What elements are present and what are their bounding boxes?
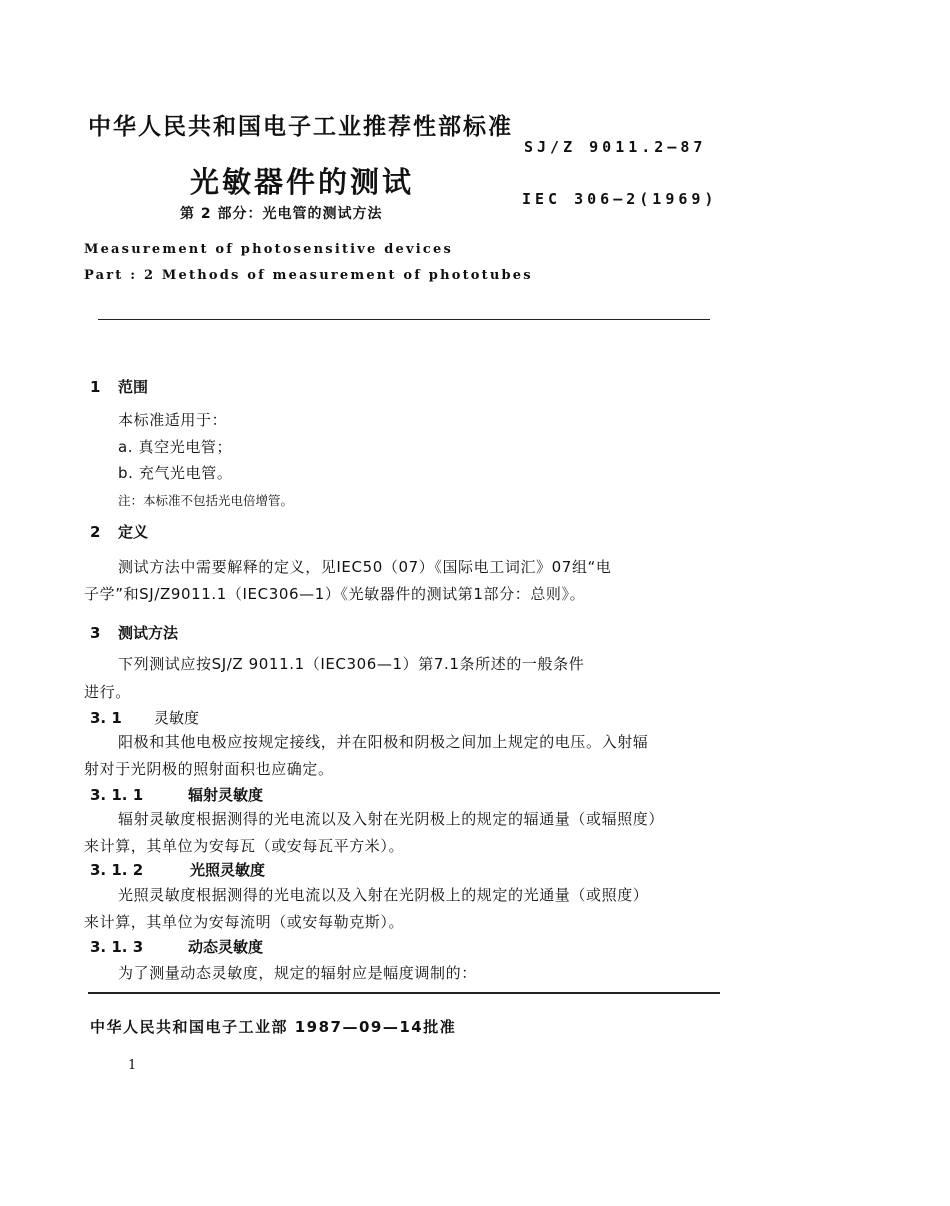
section-2-heading (90, 521, 148, 542)
luminous-sensitivity-line-1: 光照灵敏度根据测得的光电流以及入射在光阴极上的规定的光通量（或照度） (118, 886, 649, 904)
section-number: 3. 1 (90, 709, 122, 727)
section-3-1-heading (90, 707, 199, 728)
section-title: 定义 (118, 523, 149, 541)
section-title: 测试方法 (118, 624, 179, 642)
section-number: 3. 1. 2 (90, 861, 144, 879)
main-title: 光敏器件的测试 (190, 165, 415, 199)
definitions-line-2: 子学”和SJ/Z9011.1（IEC306—1）《光敏器件的测试第1部分：总则》。 (84, 585, 586, 603)
radiant-sensitivity-line-2: 来计算，其单位为安每瓦（或安每瓦平方米）。 (84, 837, 405, 855)
section-3-1-1-heading (90, 784, 263, 805)
approval-line: 中华人民共和国电子工业部 1987—09—14批准 (90, 1018, 457, 1036)
english-title: Measurement of photosensitive devices (84, 242, 454, 257)
header-divider (98, 319, 710, 320)
dynamic-sensitivity-line-1: 为了测量动态灵敏度，规定的辐射应是幅度调制的： (118, 964, 477, 982)
page-number: 1 (128, 1058, 137, 1073)
section-number: 1 (90, 378, 101, 396)
luminous-sensitivity-line-2: 来计算，其单位为安每流明（或安每勒克斯）。 (84, 913, 405, 931)
scope-note: 注：本标准不包括光电倍增管。 (118, 493, 294, 508)
section-title: 灵敏度 (154, 709, 200, 727)
section-1-heading (90, 376, 148, 397)
standard-code: SJ/Z 9011.2—87 (524, 138, 707, 156)
scope-item-b: b. 充气光电管。 (118, 464, 233, 482)
footer-divider (88, 992, 720, 994)
section-number: 2 (90, 523, 101, 541)
sensitivity-line-2: 射对于光阴极的照射面积也应确定。 (84, 760, 334, 778)
section-3-heading (90, 622, 178, 643)
section-3-1-2-heading (90, 859, 265, 880)
methods-line-2: 进行。 (84, 683, 131, 701)
scope-item-a: a. 真空光电管； (118, 438, 233, 456)
subtitle: 第 2 部分：光电管的测试方法 (180, 206, 383, 222)
radiant-sensitivity-line-1: 辐射灵敏度根据测得的光电流以及入射在光阴极上的规定的辐通量（或辐照度） (118, 810, 665, 828)
methods-line-1: 下列测试应按SJ/Z 9011.1（IEC306—1）第7.1条所述的一般条件 (118, 655, 585, 673)
org-title: 中华人民共和国电子工业推荐性部标准 (88, 114, 513, 140)
section-title: 辐射灵敏度 (188, 786, 264, 804)
section-3-1-3-heading (90, 936, 263, 957)
section-title: 动态灵敏度 (188, 938, 264, 956)
section-title: 光照灵敏度 (190, 861, 266, 879)
sensitivity-line-1: 阳极和其他电极应按规定接线，并在阳极和阴极之间加上规定的电压。入射辐 (118, 733, 649, 751)
definitions-line-1: 测试方法中需要解释的定义，见IEC50（07）《国际电工词汇》07组“电 (118, 558, 612, 576)
english-subtitle: Part : 2 Methods of measurement of phototubes (84, 268, 533, 283)
section-number: 3. 1. 3 (90, 938, 144, 956)
section-number: 3 (90, 624, 101, 642)
iec-code: IEC 306—2(1969) (522, 190, 718, 208)
section-number: 3. 1. 1 (90, 786, 144, 804)
section-title: 范围 (118, 378, 149, 396)
scope-intro: 本标准适用于： (118, 411, 228, 429)
